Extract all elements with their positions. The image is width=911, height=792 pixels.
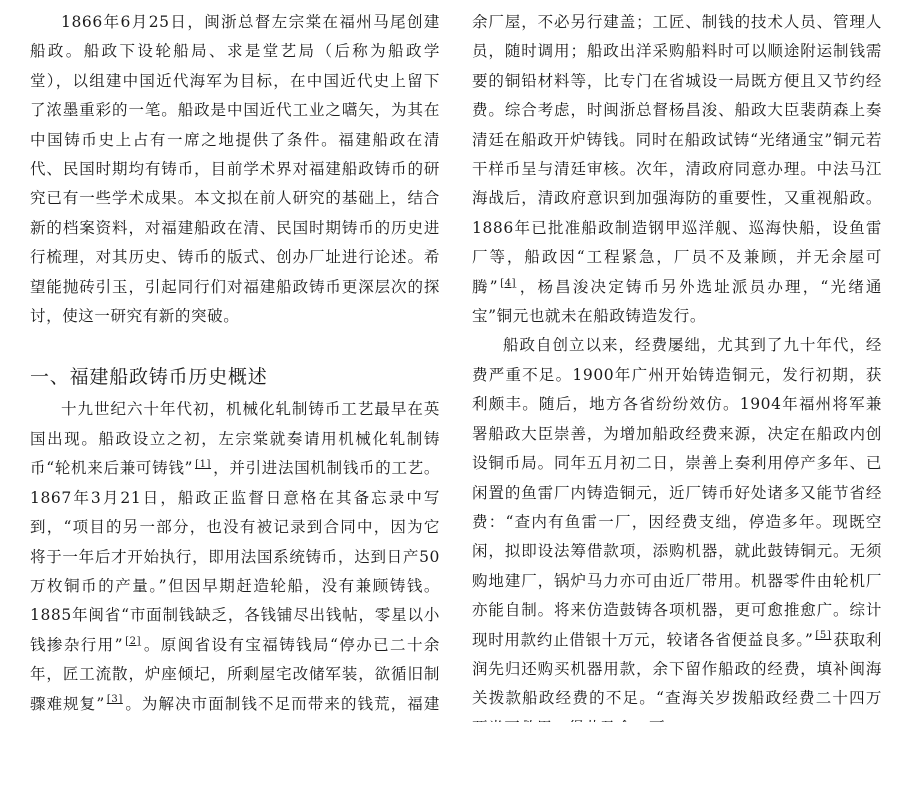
right-column bbox=[472, 8, 882, 743]
page-bottom-margin bbox=[0, 722, 911, 792]
section-heading: 一、福建船政铸币历史概述 bbox=[30, 366, 268, 389]
section-gap bbox=[30, 331, 440, 359]
left-column bbox=[30, 8, 440, 748]
text-run: ，杨昌浚决定铸币另外选址派员办理，“光绪通宝”铜元也就未在船政铸造发行。 bbox=[472, 277, 883, 326]
funding-paragraph bbox=[472, 331, 882, 743]
footnote-ref-5[interactable]: [5] bbox=[815, 630, 832, 642]
text-run: 。为解决市面制钱不足而带来的钱荒，福建 bbox=[124, 694, 440, 713]
text-run: 获取利润先归还购买机器用款，余下留作船政的经费，填补闽海关拨款船政经费的不足。“查海关岁拨船政经费二十四万 bbox=[472, 630, 882, 708]
text-run: 十九世纪六十年代初，机械化轧制铸币工艺最早在英国出现。船政设立之初，左宗棠就奏请用机械化轧制铸币“轮机来后兼可铸钱” bbox=[30, 400, 440, 478]
text-run: 船政自创立以来，经费屡绌，尤其到了九十年代，经费严重不足。1900年广州开始铸造铜元，发行初期，获利颇丰。随后，地方各省纷纷效仿。1904年福州将军兼署船政大臣崇善，为增加船政经费来源，决定在船政内创设铜币局。同年五月初二日，崇善上奏利用停产多年、已闲置的鱼雷厂内铸造铜元，近厂铸币好处诸多又能节省经费：“查内有鱼雷一厂，因经费支绌，停造多年。现既空闲，拟即设法筹借款项，添购机器，就此鼓铸铜元。无须购地建厂，锅炉马力亦可由近厂带用。机器零件由轮机厂亦能自制。将来仿造鼓铸各项机器，更可愈推愈广。综计现时用款约止借银十万元，较诸各省便益良多。” bbox=[472, 336, 882, 649]
continuation-paragraph bbox=[472, 8, 882, 331]
intro-paragraph: 1866年6月25日，闽浙总督左宗棠在福州马尾创建船政。船政下设轮船局、求是堂艺局（后称为船政学堂），以组建中国近代海军为目标，在中国近代史上留下了浓墨重彩的一笔。船政是中国近代工业之嚆矢，为其在中国铸币史上占有一席之地提供了条件。福建船政在清代、民国时期均有铸币，目前学术界对福建船政铸币的研究已有一些学术成果。本文拟在前人研究的基础上，结合新的档案资料，对福建船政在清、民国时期铸币的历史进行梳理，对其历史、铸币的版式、创办厂址进行论述。希望能抛砖引玉，引起同行们对福建船政铸币更深层次的探讨，使这一研究有新的突破。 bbox=[30, 13, 440, 326]
history-paragraph bbox=[30, 395, 440, 748]
footnote-ref-4[interactable]: [4] bbox=[500, 277, 517, 289]
text-run: ，并引进法国机制钱币的工艺。1867年3月21日，船政正监督日意格在其备忘录中写到，“项目的另一部分，也没有被记录到合同中，因为它将于一年后才开始执行，即用法国系统铸币，达到日产50万枚铜币的产量。”但因早期赶造轮船，没有兼顾铸钱。1885年闽省“市面制钱缺乏，各钱铺尽出钱帖，零星以小钱掺杂行用” bbox=[30, 459, 440, 654]
text-run: 余厂屋，不必另行建盖；工匠、制钱的技术人员、管理人员，随时调用；船政出洋采购船料时可以顺途附运制钱需要的铜铅材料等，比专门在省城设一局既方便且又节约经费。综合考虑，时闽浙总督杨昌浚、船政大臣裴荫森上奏清廷在船政开炉铸钱。同时在船政试铸“光绪通宝”铜元若干样币呈与清廷审核。次年，清政府同意办理。中法马江海战后，清政府意识到加强海防的重要性，又重视船政。1886年已批准船政制造钢甲巡洋舰、巡海快船，设鱼雷厂等，船政因“工程紧急，厂员不及兼顾，并无余屋可腾” bbox=[472, 13, 882, 296]
footnote-ref-3[interactable]: [3] bbox=[106, 694, 123, 706]
footnote-ref-2[interactable]: [2] bbox=[125, 635, 142, 647]
text-run: 。原闽省设有宝福铸钱局“停办已二十余年，匠工流散，炉座倾圮，所剩屋宅改储军装，欲循旧制骤难规复” bbox=[30, 635, 440, 713]
footnote-ref-1[interactable]: [1] bbox=[195, 459, 212, 471]
